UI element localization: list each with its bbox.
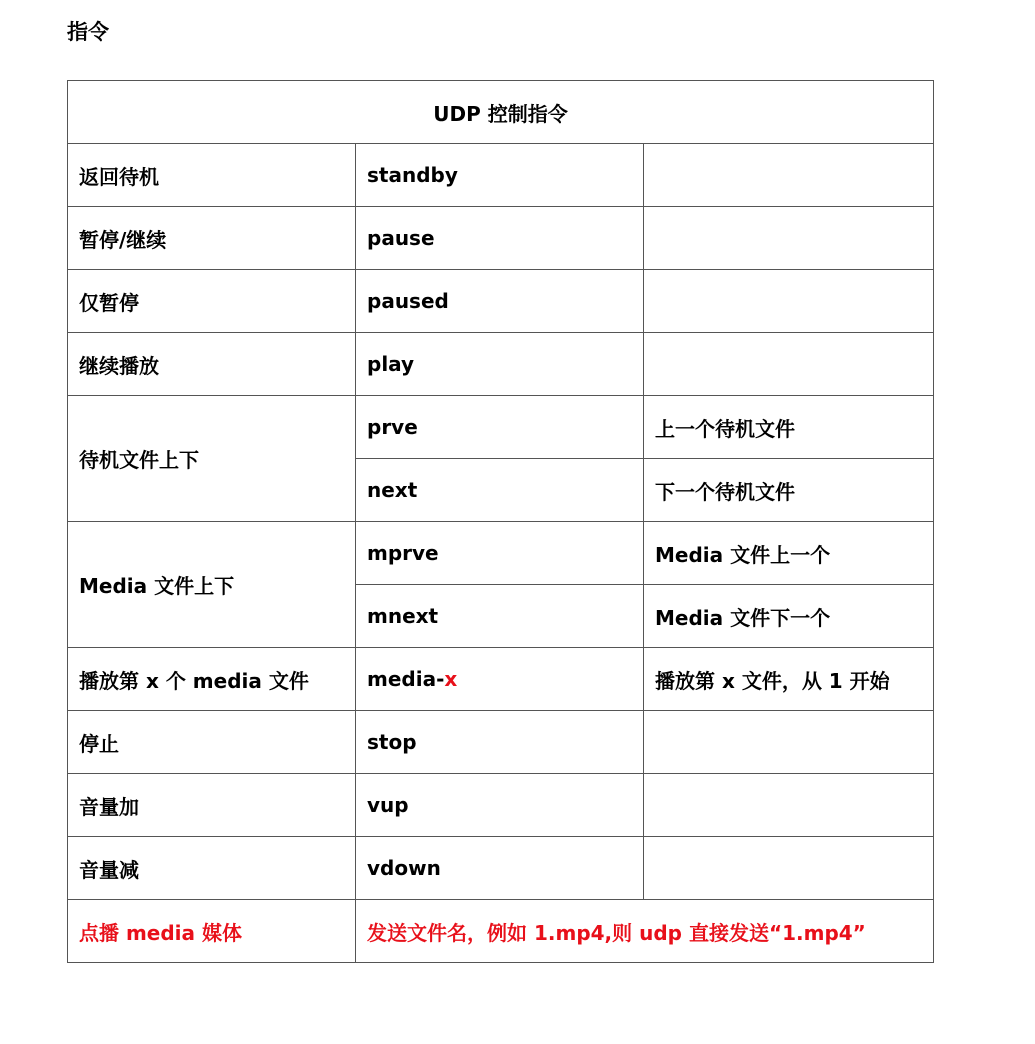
udp-command-table (67, 80, 934, 963)
row-note (644, 774, 934, 837)
row-label: Media 文件上下 (68, 522, 356, 648)
row-command (356, 648, 644, 711)
command-prefix: media- (367, 667, 445, 691)
table-row (68, 270, 934, 333)
row-command: stop (356, 711, 644, 774)
row-command: paused (356, 270, 644, 333)
row-label: 音量加 (68, 774, 356, 837)
table-row (68, 522, 934, 585)
row-note: 发送文件名，例如 1.mp4,则 udp 直接发送“1.mp4” (356, 900, 934, 963)
row-note (644, 144, 934, 207)
command-variable: x (444, 667, 458, 691)
page-heading: 指令 (67, 20, 109, 44)
row-note (644, 333, 934, 396)
row-label: 待机文件上下 (68, 396, 356, 522)
row-note: Media 文件上一个 (644, 522, 934, 585)
table-title-row (68, 81, 934, 144)
row-label: 仅暂停 (68, 270, 356, 333)
row-command: mprve (356, 522, 644, 585)
row-command: prve (356, 396, 644, 459)
row-note (644, 837, 934, 900)
row-label: 播放第 x 个 media 文件 (68, 648, 356, 711)
row-command: play (356, 333, 644, 396)
table-row (68, 333, 934, 396)
row-label: 点播 media 媒体 (68, 900, 356, 963)
table-row (68, 207, 934, 270)
table-row (68, 837, 934, 900)
row-label: 音量减 (68, 837, 356, 900)
row-command: vdown (356, 837, 644, 900)
row-label: 返回待机 (68, 144, 356, 207)
row-note (644, 207, 934, 270)
row-command: next (356, 459, 644, 522)
row-label: 继续播放 (68, 333, 356, 396)
table-title: UDP 控制指令 (68, 81, 934, 144)
table-row (68, 396, 934, 459)
row-note (644, 711, 934, 774)
row-label: 暂停/继续 (68, 207, 356, 270)
row-note: Media 文件下一个 (644, 585, 934, 648)
row-command: mnext (356, 585, 644, 648)
row-note: 下一个待机文件 (644, 459, 934, 522)
row-note (644, 270, 934, 333)
row-command: pause (356, 207, 644, 270)
table-row (68, 900, 934, 963)
table-row (68, 648, 934, 711)
row-note: 播放第 x 文件，从 1 开始 (644, 648, 934, 711)
table-row (68, 774, 934, 837)
row-command: standby (356, 144, 644, 207)
row-note: 上一个待机文件 (644, 396, 934, 459)
row-command: vup (356, 774, 644, 837)
table-row (68, 711, 934, 774)
row-label: 停止 (68, 711, 356, 774)
table-row (68, 144, 934, 207)
